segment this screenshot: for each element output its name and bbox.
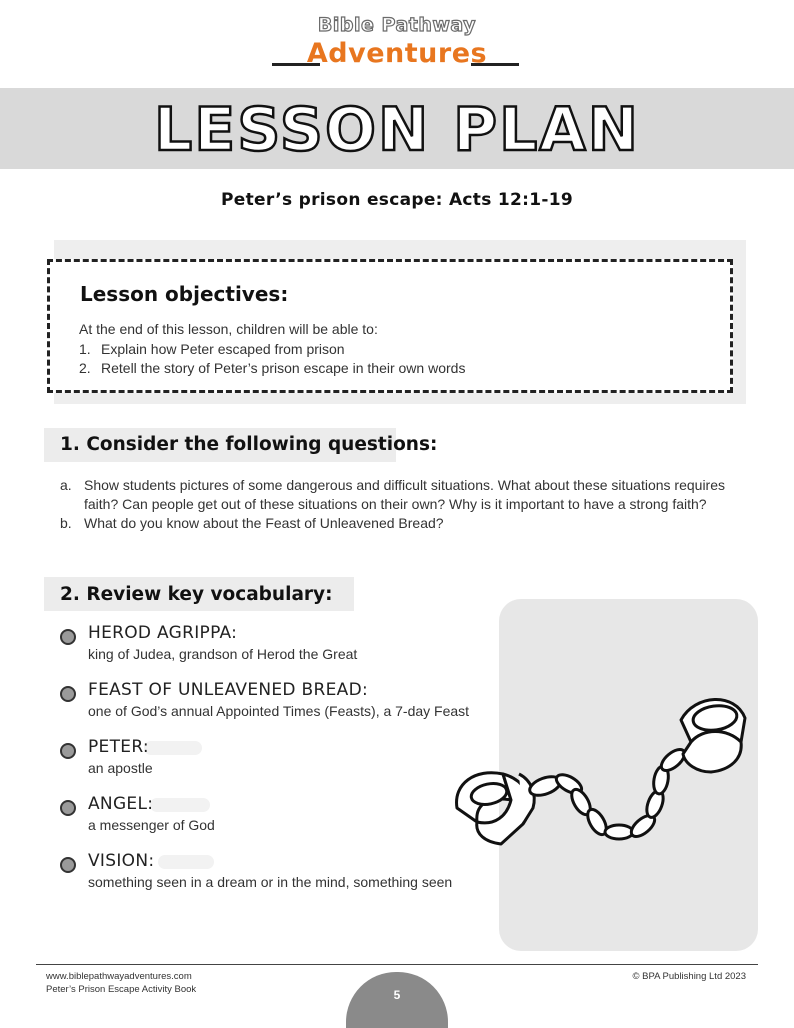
vocab-term: HEROD AGRIPPA:	[88, 623, 238, 643]
term-highlight	[150, 798, 210, 812]
list-item	[60, 514, 760, 533]
list-text: Retell the story of Peter’s prison escape in their own words	[101, 360, 466, 376]
footer-book-title: Peter’s Prison Escape Activity Book	[46, 984, 197, 995]
bullet-icon	[60, 857, 76, 873]
list-text: Explain how Peter escaped from prison	[101, 341, 345, 357]
vocab-term: FEAST OF UNLEAVENED BREAD:	[88, 680, 368, 700]
objectives-intro: At the end of this lesson, children will be able to:	[79, 321, 378, 337]
vocab-definition: an apostle	[88, 760, 153, 776]
page-number: 5	[393, 988, 401, 1002]
vocab-item	[60, 621, 500, 678]
bullet-icon	[60, 743, 76, 759]
vocab-item	[60, 849, 500, 906]
questions-list	[60, 476, 760, 533]
list-number: 2.	[79, 360, 91, 376]
vocab-item	[60, 678, 500, 735]
list-text: Show students pictures of some dangerous and difficult situations. What about these situations requires faith? Can people get out of these situations on their own? Why is it important to have a strong faith?	[84, 477, 725, 512]
term-highlight	[144, 741, 202, 755]
objectives-heading: Lesson objectives:	[80, 282, 289, 306]
vocab-term: PETER:	[88, 737, 149, 757]
page-title: LESSON PLAN	[154, 95, 640, 165]
vocab-definition: something seen in a dream or in the mind, something seen	[88, 874, 453, 890]
objectives-list	[79, 340, 465, 378]
vocab-term: ANGEL:	[88, 794, 154, 814]
list-item	[79, 340, 465, 359]
brand-line2: Adventures	[306, 38, 488, 69]
vocab-definition: king of Judea, grandson of Herod the Great	[88, 646, 358, 662]
footer-divider	[36, 964, 758, 965]
vocab-definition: one of God’s annual Appointed Times (Feasts), a 7-day Feast	[88, 703, 470, 719]
list-item	[60, 476, 760, 514]
vocab-item	[60, 735, 500, 792]
shackles-chain-icon	[445, 676, 765, 856]
vocab-term: VISION:	[88, 851, 155, 871]
list-item	[79, 359, 465, 378]
bullet-icon	[60, 629, 76, 645]
brand-logo	[0, 14, 794, 80]
brand-line1: Bible Pathway	[317, 14, 477, 36]
list-number: 1.	[79, 341, 91, 357]
section1-heading: 1. Consider the following questions:	[60, 434, 438, 455]
section2-heading: 2. Review key vocabulary:	[60, 584, 333, 605]
vocabulary-list	[60, 621, 500, 906]
bullet-icon	[60, 800, 76, 816]
lesson-subtitle: Peter’s prison escape: Acts 12:1-19	[221, 190, 573, 210]
vocab-item	[60, 792, 500, 849]
footer-website: www.biblepathwayadventures.com	[46, 971, 192, 982]
list-marker: a.	[60, 477, 72, 493]
bullet-icon	[60, 686, 76, 702]
vocab-definition: a messenger of God	[88, 817, 215, 833]
footer-copyright: © BPA Publishing Ltd 2023	[632, 971, 746, 982]
list-text: What do you know about the Feast of Unleavened Bread?	[84, 515, 444, 531]
term-highlight	[158, 855, 214, 869]
list-marker: b.	[60, 515, 72, 531]
